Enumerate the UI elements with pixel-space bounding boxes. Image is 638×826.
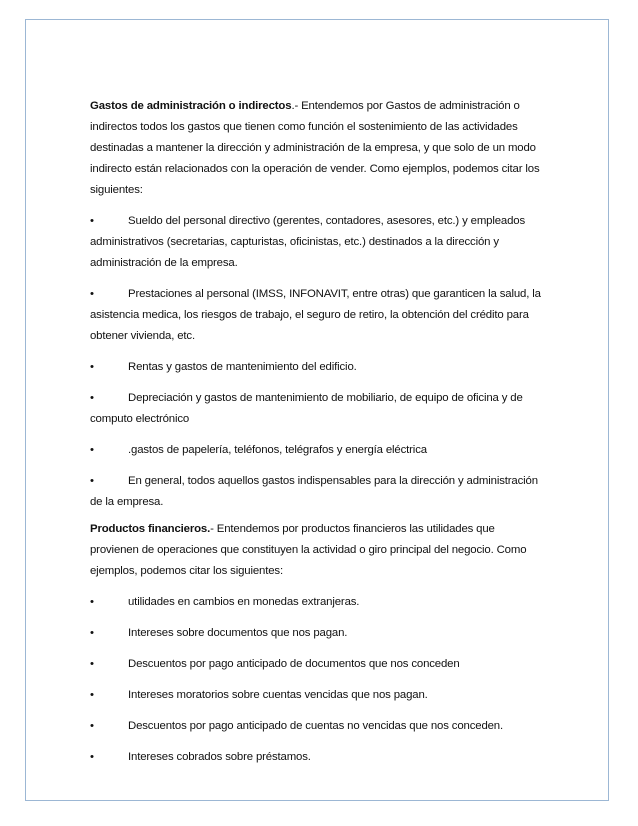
bullet-icon: • [90, 444, 94, 456]
bullet-icon: • [90, 658, 94, 670]
bullet-icon: • [90, 751, 94, 763]
list-item-text: Descuentos por pago anticipado de cuentas no vencidas que nos conceden. [128, 720, 504, 732]
bullet-icon: • [90, 288, 94, 300]
list-item-text: Prestaciones al personal (IMSS, INFONAVIT, entre otras) que garanticen la salud, la asistencia medica, los riesgos de trabajo, el seguro de retiro, la obtención del crédito para obtener vivienda, etc. [90, 288, 541, 342]
financial-intro-text: - Entendemos por productos financieros las utilidades que provienen de operaciones que constituyen la actividad o giro principal del negocio. Como ejemplos, podemos citar los siguientes: [90, 523, 527, 577]
bullet-icon: • [90, 596, 94, 608]
list-item-text: En general, todos aquellos gastos indispensables para la dirección y administración de la empresa. [90, 475, 538, 508]
list-item [90, 284, 546, 347]
bullet-icon: • [90, 720, 94, 732]
admin-intro-paragraph [90, 96, 546, 201]
list-item-text: Intereses cobrados sobre préstamos. [128, 751, 311, 763]
bullet-icon: • [90, 689, 94, 701]
bullet-icon: • [90, 215, 94, 227]
list-item [90, 685, 546, 706]
financial-heading: Productos financieros. [90, 523, 211, 535]
list-item-text: Depreciación y gastos de mantenimiento de mobiliario, de equipo de oficina y de computo electrónico [90, 392, 523, 425]
list-item-text: Rentas y gastos de mantenimiento del edificio. [128, 361, 357, 373]
list-item [90, 471, 546, 513]
bullet-icon: • [90, 627, 94, 639]
bullet-icon: • [90, 475, 94, 487]
bullet-icon: • [90, 361, 94, 373]
list-item-text: Intereses moratorios sobre cuentas vencidas que nos pagan. [128, 689, 428, 701]
list-item [90, 747, 546, 768]
list-item [90, 357, 546, 378]
financial-intro-paragraph [90, 519, 546, 582]
list-item-text: Intereses sobre documentos que nos pagan. [128, 627, 348, 639]
list-item [90, 440, 546, 461]
list-item [90, 654, 546, 675]
list-item-text: Sueldo del personal directivo (gerentes, contadores, asesores, etc.) y empleados administrativos (secretarias, capturistas, oficinistas, etc.) destinados a la dirección y administración de la empresa. [90, 215, 526, 269]
list-item [90, 211, 546, 274]
list-item [90, 388, 546, 430]
list-item-text: Descuentos por pago anticipado de documentos que nos conceden [128, 658, 460, 670]
bullet-icon: • [90, 392, 94, 404]
list-item [90, 623, 546, 644]
list-item-text: .gastos de papelería, teléfonos, telégrafos y energía eléctrica [128, 444, 427, 456]
list-item [90, 592, 546, 613]
admin-intro-text: .- Entendemos por Gastos de administración o indirectos todos los gastos que tienen como función el sostenimiento de las actividades destinadas a mantener la dirección y administración de la empresa, y que solo de un modo indirecto están relacionados con la operación de vender. Como ejemplos, podemos citar los siguientes: [90, 100, 540, 196]
list-item-text: utilidades en cambios en monedas extranjeras. [128, 596, 360, 608]
list-item [90, 716, 546, 737]
admin-heading: Gastos de administración o indirectos [90, 100, 292, 112]
document-body [90, 96, 546, 778]
